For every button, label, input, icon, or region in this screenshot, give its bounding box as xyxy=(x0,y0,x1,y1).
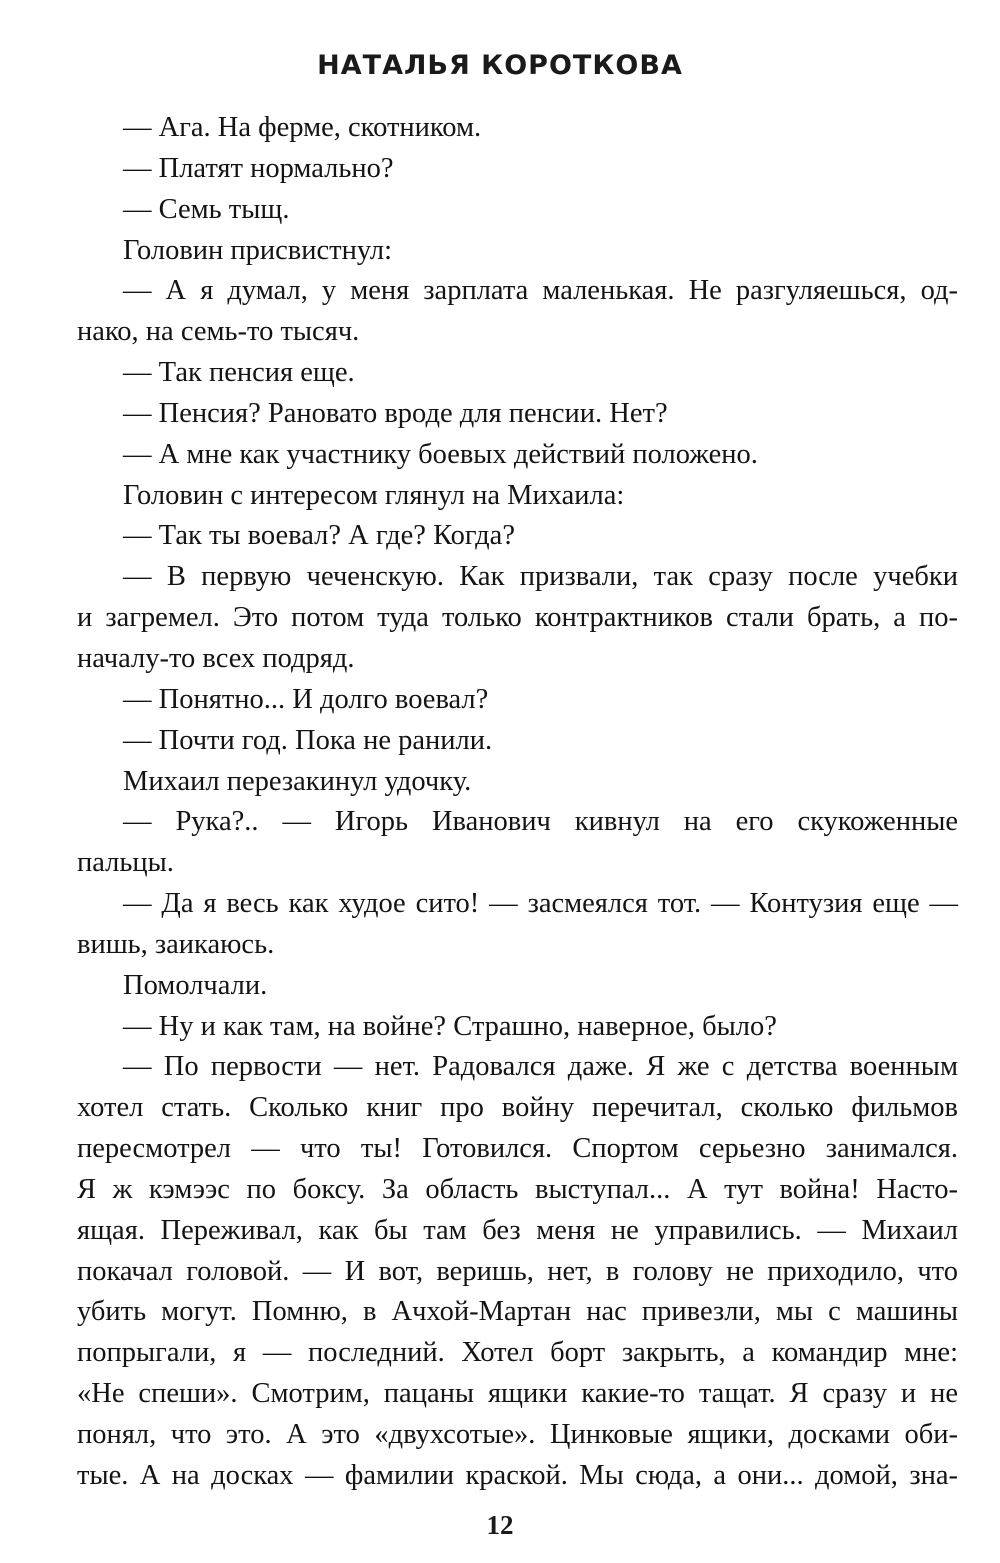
text-line: Головин присвистнул: xyxy=(123,234,393,266)
running-head-author: НАТАЛЬЯ КОРОТКОВА xyxy=(317,50,683,81)
text-line: хотел стать. Сколько книг про войну перечитал, сколько фильмов xyxy=(77,1092,958,1124)
text-line: — Так ты воевал? А где? Когда? xyxy=(123,520,515,552)
text-line: и загремел. Это потом туда только контрактников стали брать, а по- xyxy=(77,602,958,634)
text-line: — В первую чеченскую. Как призвали, так сразу после учебки xyxy=(123,561,958,593)
text-line: — А мне как участнику боевых действий положено. xyxy=(123,438,758,470)
text-line: — Рука?.. — Игорь Иванович кивнул на его скукоженные xyxy=(123,806,958,838)
text-line: — Пенсия? Рановато вроде для пенсии. Нет? xyxy=(123,397,668,429)
text-line: началу-то всех подряд. xyxy=(77,642,355,674)
text-line: — Да я весь как худое сито! — засмеялся тот. — Контузия еще — xyxy=(123,888,958,920)
body-text xyxy=(77,108,958,1497)
text-line: — По первости — нет. Радовался даже. Я же с детства военным xyxy=(123,1051,958,1083)
text-line: Головин с интересом глянул на Михаила: xyxy=(123,479,625,511)
text-line: — Ага. На ферме, скотником. xyxy=(123,112,482,143)
text-line: покачал головой. — И вот, веришь, нет, в голову не приходило, что xyxy=(77,1255,958,1287)
page-number: 12 xyxy=(486,1510,514,1540)
text-line: убить могут. Помню, в Ачхой-Мартан нас привезли, мы с машины xyxy=(77,1296,958,1328)
text-line: попрыгали, я — последний. Хотел борт закрыть, а командир мне: xyxy=(77,1337,958,1369)
text-line: — Ну и как там, на войне? Страшно, наверное, было? xyxy=(123,1010,777,1042)
text-line: — Понятно... И долго воевал? xyxy=(123,683,489,715)
text-line: — Так пенсия еще. xyxy=(123,357,355,389)
text-line: Помолчали. xyxy=(123,969,268,1001)
text-line: «Не спеши». Смотрим, пацаны ящики какие-то тащат. Я сразу и не xyxy=(77,1378,958,1410)
text-line: вишь, заикаюсь. xyxy=(77,928,275,960)
text-line: тые. А на досках — фамилии краской. Мы сюда, а они... домой, зна- xyxy=(77,1459,958,1491)
text-line: ящая. Переживал, как бы там без меня не управились. — Михаил xyxy=(77,1214,958,1246)
text-line: Михаил перезакинул удочку. xyxy=(123,765,472,797)
text-line: — Платят нормально? xyxy=(123,152,394,184)
text-line: — Семь тыщ. xyxy=(123,193,290,225)
text-line: пальцы. xyxy=(77,847,174,879)
text-line: — А я думал, у меня зарплата маленькая. Не разгуляешься, од- xyxy=(123,275,958,307)
text-line: понял, что это. А это «двухсотые». Цинковые ящики, досками оби- xyxy=(77,1419,958,1450)
text-line: нако, на семь-то тысяч. xyxy=(77,316,360,348)
text-line: пересмотрел — что ты! Готовился. Спортом серьезно занимался. xyxy=(77,1133,958,1165)
text-line: Я ж кэмээс по боксу. За область выступал... А тут война! Насто- xyxy=(77,1173,958,1205)
text-line: — Почти год. Пока не ранили. xyxy=(123,724,493,756)
